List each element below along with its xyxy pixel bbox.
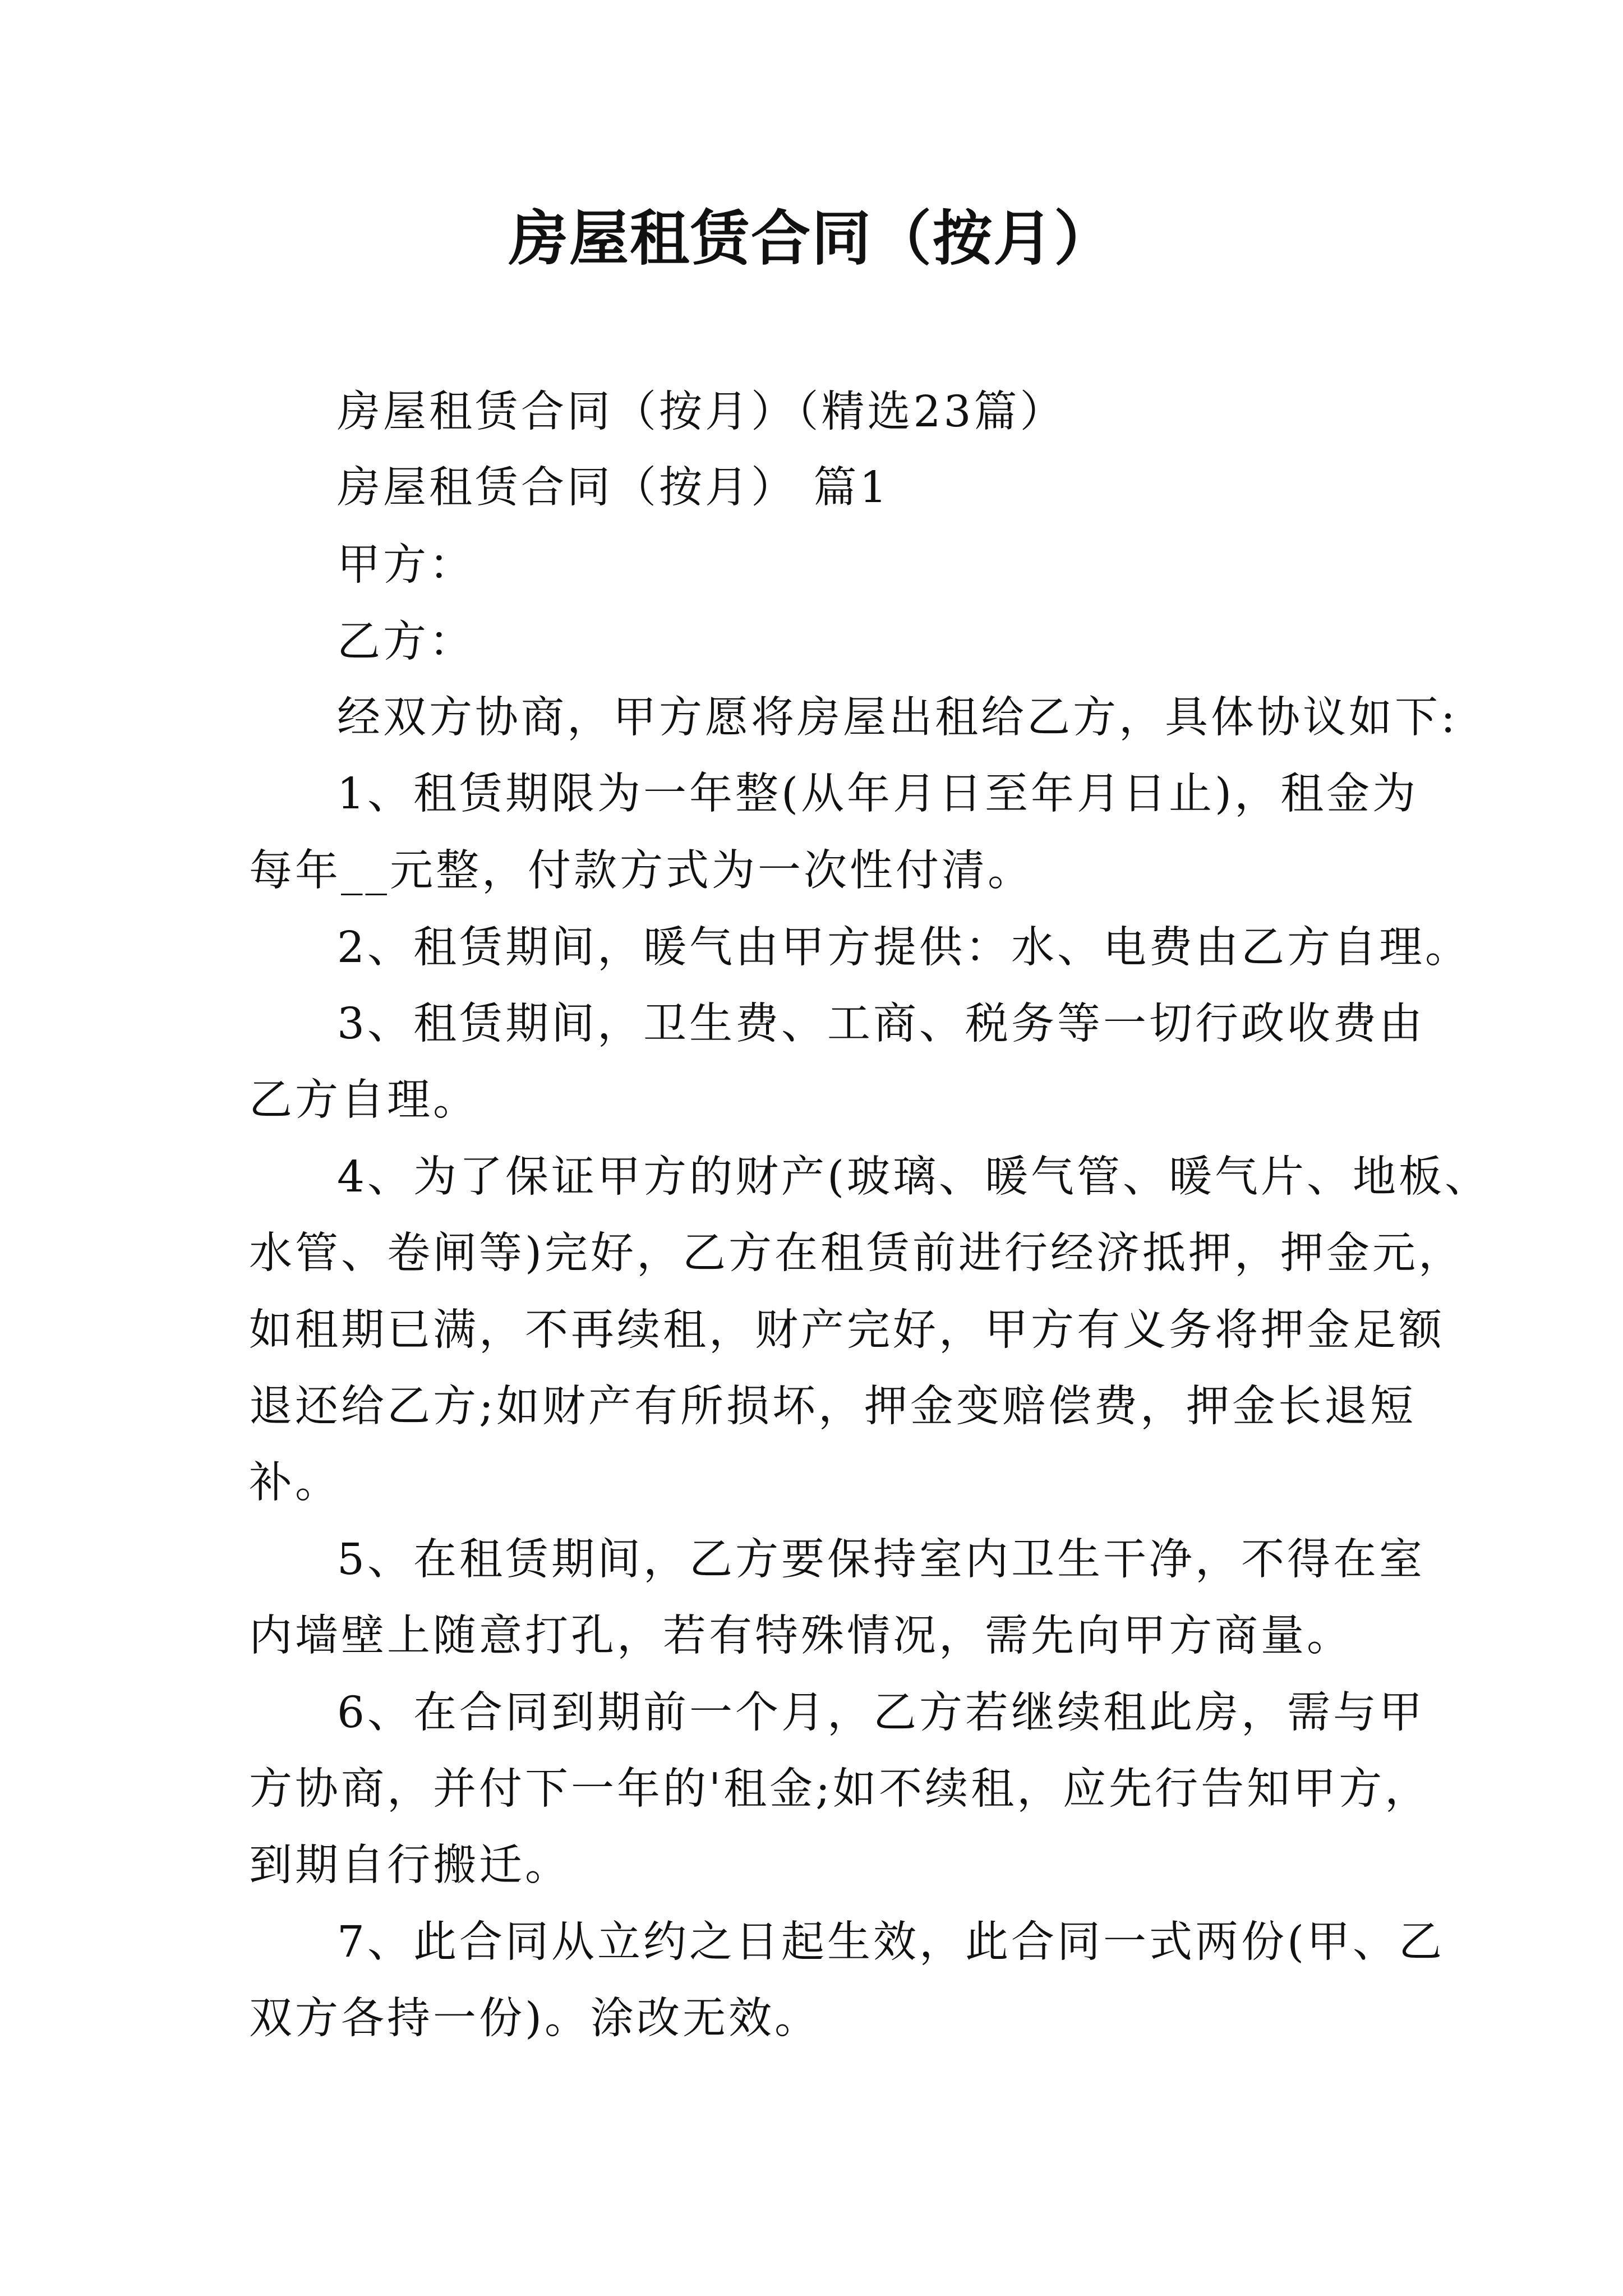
clause-4-line-4: 退还给乙方;如财产有所损坏，押金变赔偿费，押金长退短 (249, 1382, 1416, 1432)
party-a-label: 甲方： (337, 540, 475, 590)
subtitle-selection: 房屋租赁合同（按月）（精选23篇） (337, 387, 1066, 437)
subtitle-chapter-1: 房屋租赁合同（按月） 篇1 (337, 463, 890, 513)
clause-4-line-3: 如租期已满，不再续租，财产完好，甲方有义务将押金足额 (249, 1305, 1445, 1355)
clause-4-line-1: 4、为了保证甲方的财产(玻璃、暖气管、暖气片、地板、 (337, 1152, 1491, 1202)
document-title: 房屋租赁合同（按月） (509, 203, 1114, 273)
clause-6-line-2: 方协商，并付下一年的'租金;如不续租，应先行告知甲方， (249, 1764, 1431, 1814)
clause-4-line-5: 补。 (249, 1458, 341, 1508)
clause-1-line-2: 每年__元整，付款方式为一次性付清。 (249, 846, 1034, 896)
clause-6-line-1: 6、在合同到期前一个月，乙方若继续租此房，需与甲 (337, 1688, 1425, 1738)
preamble-text: 经双方协商，甲方愿将房屋出租给乙方，具体协议如下: (337, 693, 1458, 743)
clause-3-line-1: 3、租赁期间，卫生费、工商、税务等一切行政收费由 (337, 999, 1425, 1049)
clause-5-line-2: 内墙壁上随意打孔，若有特殊情况，需先向甲方商量。 (249, 1611, 1353, 1661)
clause-3-line-2: 乙方自理。 (249, 1075, 479, 1125)
clause-4-line-2: 水管、卷闸等)完好，乙方在租赁前进行经济抵押，押金元， (249, 1228, 1465, 1278)
party-b-label: 乙方： (337, 617, 475, 667)
clause-7-line-2: 双方各持一份)。涂改无效。 (249, 1994, 821, 2044)
clause-6-line-3: 到期自行搬迁。 (249, 1841, 571, 1890)
clause-7-line-1: 7、此合同从立约之日起生效，此合同一式两份(甲、乙 (337, 1917, 1445, 1967)
clause-1-line-1: 1、租赁期限为一年整(从年月日至年月日止)，租金为 (337, 769, 1419, 819)
clause-5-line-1: 5、在租赁期间，乙方要保持室内卫生干净，不得在室 (337, 1535, 1425, 1585)
clause-2-line-1: 2、租赁期间，暖气由甲方提供：水、电费由乙方自理。 (337, 923, 1471, 973)
